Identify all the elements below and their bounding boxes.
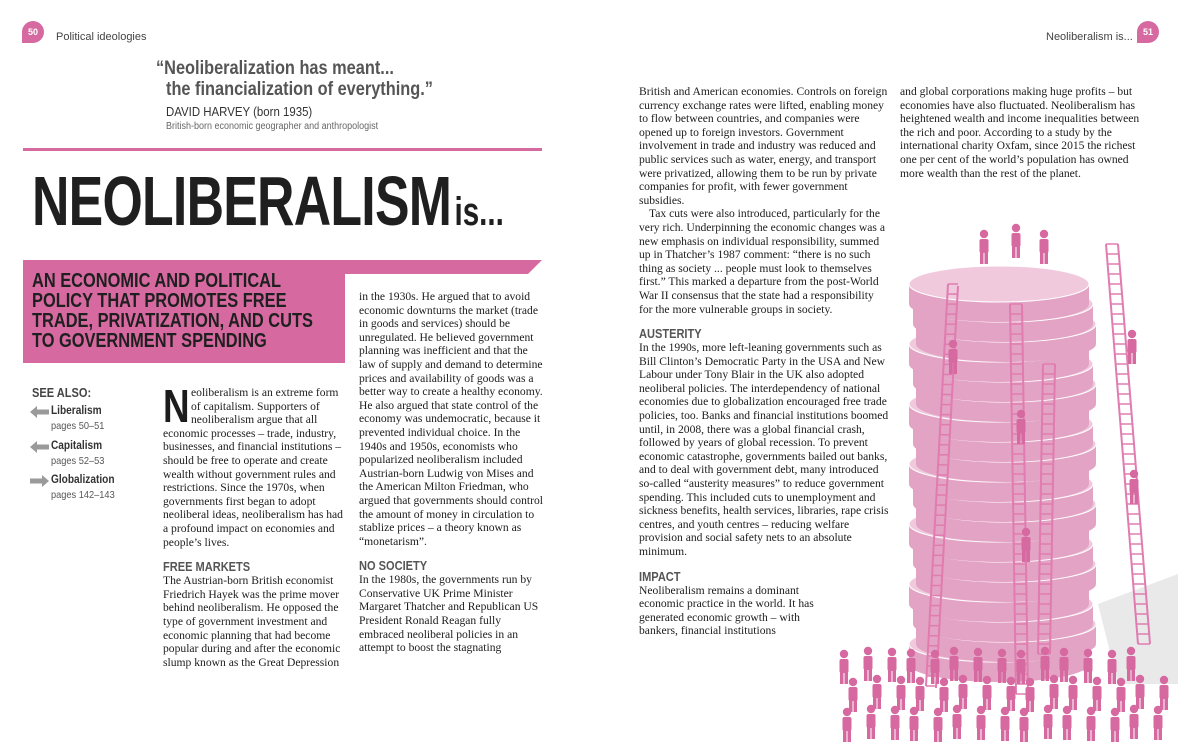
coin-face (909, 266, 1089, 302)
left-running-head: Political ideologies (56, 31, 147, 43)
crowd-person (1084, 649, 1093, 683)
crowd-person (1154, 706, 1163, 740)
arrow-left-icon (30, 441, 49, 453)
see-also-label: Capitalism (51, 440, 103, 452)
crowd-person (843, 708, 852, 742)
crowd-person (891, 706, 900, 740)
crowd-person (1060, 648, 1069, 682)
title-rule (23, 148, 542, 151)
crowd-person (888, 648, 897, 682)
see-also-pages: pages 52–53 (51, 455, 105, 467)
left-page-number-badge (22, 21, 44, 43)
crowd-person (1069, 676, 1078, 710)
crowd-person (1136, 675, 1145, 709)
quote-author: DAVID HARVEY (born 1935) (166, 104, 313, 119)
crowd-person (867, 705, 876, 739)
crowd-person (916, 677, 925, 711)
no-society-paragraph-3: Tax cuts were also introduced, particularly for the very rich. Underpinning the economic changes was a new emphasis on individual responsibility, summed up in Thatcher’s 1987 comment: “there is no such thing as society ... people must look to themselves first.” This marked a departure from the post-World War II consensus that the state had a responsibility for the more vulnerable groups in society. (639, 207, 885, 316)
crowd-person (940, 678, 949, 712)
page-title (32, 162, 504, 240)
see-also-title: SEE ALSO: (32, 385, 92, 400)
crowd-person (1063, 706, 1072, 740)
subtitle-line-1: AN ECONOMIC AND POLITICAL (32, 270, 282, 292)
crowd-person (1044, 705, 1053, 739)
crowd-person (907, 649, 916, 683)
heading-no-society: NO SOCIETY (359, 558, 428, 574)
right-running-head: Neoliberalism is... (1046, 31, 1133, 43)
quote-line-2: the financialization of everything.” (166, 79, 433, 100)
crowd-person (897, 676, 906, 710)
crowd-person (934, 708, 943, 742)
crowd-person (864, 647, 873, 681)
crowd-person (1108, 650, 1117, 684)
drop-cap: N (163, 380, 190, 432)
left-page-number: 50 (27, 27, 38, 37)
crowd-person (1111, 708, 1120, 742)
subtitle-box-stripe (342, 260, 542, 274)
see-also-label: Liberalism (51, 405, 102, 417)
crowd-person (1020, 708, 1029, 742)
crowd-person (983, 676, 992, 710)
coin-stack-illustration (838, 214, 1178, 744)
crowd-person (1026, 678, 1035, 712)
see-also-pages: pages 50–51 (51, 420, 105, 432)
subtitle-line-4: TO GOVERNMENT SPENDING (32, 330, 267, 352)
austerity-paragraph: In the 1990s, more left-leaning governments such as Bill Clinton’s Democratic Party in the USA and New Labour under Tony Blair in the UK also adopted neoliberal policies. The interdependency of national economies due to globalization encouraged free trade policies, too. Banks and financial institutions boomed until, in 2008, there was a global financial crash, followed by years of global recession. To prevent economic catastrophe, governments bailed out banks, and to deal with government debt, many introduced so-called “austerity measures” to reduce government spending. This included cuts to unemployment and sickness benefits, health services, libraries, rape crisis centres, and youth centres – reducing welfare provision and social safety nets to an absolute minimum. (639, 341, 889, 558)
crowd-person (910, 707, 919, 741)
intro-paragraph: eoliberalism is an extreme form of capitalism. Supporters of neoliberalism argue that all economic processes – trade, industry, businesses, and financial institutions – should be free to operate and create wealth without government rules and restrictions. Since the 1970s, when governments first began to adopt neoliberal ideas, neoliberalism has had a profound impact on economies and people’s lives. (163, 386, 343, 549)
right-page-number: 51 (1142, 27, 1153, 37)
body-column-4 (900, 85, 1148, 180)
impact-paragraph-1: Neoliberalism remains a dominant economic practice in the world. It has generated economic growth – with bankers, financial institutions (639, 583, 814, 638)
subtitle-line-2: POLICY THAT PROMOTES FREE (32, 290, 287, 312)
crowd-person (931, 650, 940, 684)
crowd-person (1093, 677, 1102, 711)
crowd-person (977, 706, 986, 740)
see-also-label: Globalization (51, 474, 115, 486)
crowd-person (953, 705, 962, 739)
crowd-person (1087, 707, 1096, 741)
crowd-person (840, 650, 849, 684)
impact-paragraph-2: and global corporations making huge profits – but economies have also fluctuated. Neoliberalism has heightened wealth and income inequalities between the rich and poor. According to a study by the international charity Oxfam, since 2015 the richest one per cent of the world’s population has owned more wealth than the rest of the planet. (900, 85, 1140, 180)
crowd-person (1007, 677, 1016, 711)
crowd-person (1160, 676, 1169, 710)
title-main: NEOLIBERALISM (32, 162, 452, 240)
heading-austerity: AUSTERITY (639, 326, 702, 342)
crowd-person (873, 675, 882, 709)
free-markets-paragraph-1: The Austrian-born British economist Friedrich Hayek was the prime mover behind neoliberalism. He opposed the type of government investment and economic planning that had become popular during and after the economic slump known as the Great Depression (163, 574, 341, 669)
crowd-person (1117, 678, 1126, 712)
crowd-person (959, 675, 968, 709)
crowd-person (849, 678, 858, 712)
right-page-number-badge (1137, 21, 1159, 43)
quote-line-1: “Neoliberalization has meant... (156, 58, 394, 79)
heading-impact: IMPACT (639, 568, 681, 584)
arrow-right-icon (30, 475, 49, 487)
arrow-left-icon (30, 406, 49, 418)
crowd-person (1001, 707, 1010, 741)
crowd-person (1130, 705, 1139, 739)
see-also-pages: pages 142–143 (51, 489, 115, 501)
body-column-1 (163, 380, 348, 669)
crowd-person (1050, 675, 1059, 709)
no-society-paragraph-1: In the 1980s, the governments run by Conservative UK Prime Minister Margaret Thatcher and Republican US President Ronald Reagan fully embraced neoliberal policies in an attempt to boost the stagnating (359, 573, 539, 655)
free-markets-paragraph-2: in the 1930s. He argued that to avoid economic downturns the market (trade in goods and services) should be unregulated. He believed government planning was inefficient and that the law of supply and demand to determine prices and availability of goods was a better way to create a healthy economy. He also argued that state control of the economy was undemocratic, because it prevented individual choice. In the 1940s and 1950s, economists who popularized neoliberalism included Austrian-born Ludwig von Mises and the American Milton Friedman, who argued that governments should control the amount of money in circulation to stablize prices – a theory known as “monetarism”. (359, 290, 543, 548)
body-column-2 (359, 290, 543, 655)
no-society-paragraph-2: British and American economies. Controls on foreign currency exchange rates were lifted, enabling money to flow between countries, and companies were opened up to foreign investors. Government involvement in trade and industry was reduced and public services such as water, energy, and transport were privatized, allowing them to be run by private companies for profit, with fewer government subsidies. (639, 85, 888, 207)
title-suffix: is... (454, 190, 504, 234)
heading-free-markets: FREE MARKETS (163, 559, 251, 575)
quote-author-role: British-born economic geographer and anthropologist (166, 121, 379, 132)
subtitle-line-3: TRADE, PRIVATIZATION, AND CUTS (32, 310, 313, 332)
